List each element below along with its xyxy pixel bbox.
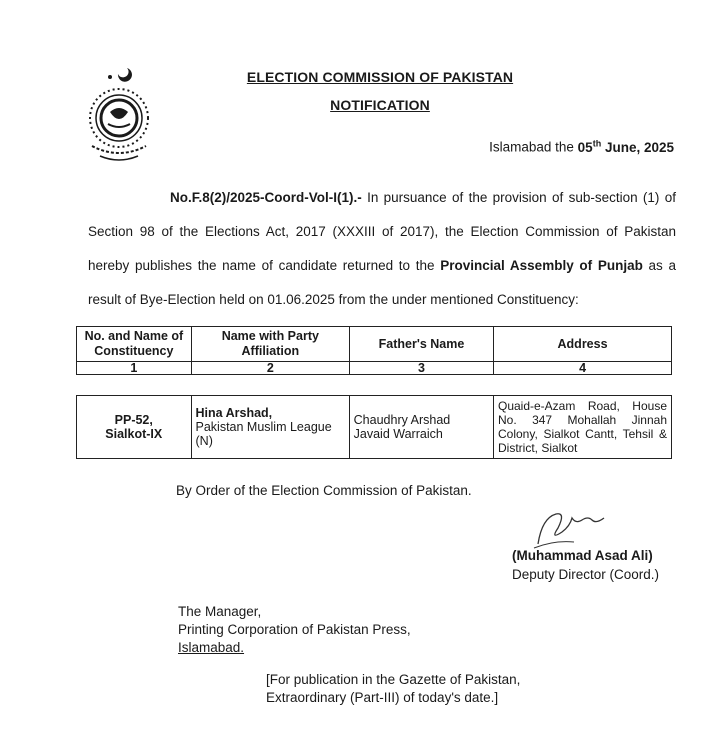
cell-address: Quaid-e-Azam Road, House No. 347 Mohallah Jinnah Colony, Sialkot Cantt, Tehsil & District, Sialkot — [493, 396, 671, 459]
dateline-day: 05th June, 2025 — [577, 138, 674, 155]
column-number: 1 — [77, 362, 192, 375]
handwritten-signature — [528, 508, 624, 552]
recipient-line-2: Printing Corporation of Pakistan Press, — [178, 622, 411, 637]
recipient-line-1: The Manager, — [178, 604, 262, 619]
cell-father-name: Chaudhry Arshad Javaid Warraich — [349, 396, 493, 459]
header-address: Address — [494, 327, 672, 362]
column-number: 2 — [191, 362, 349, 375]
signatory-name: (Muhammad Asad Ali) — [512, 548, 653, 563]
reference-number: No.F.8(2)/2025-Coord-Vol-I(1).- — [170, 190, 362, 205]
notification-title: NOTIFICATION — [330, 97, 430, 113]
header-name-party: Name with Party Affiliation — [191, 327, 349, 362]
header-constituency: No. and Name of Constituency — [77, 327, 192, 362]
organization-title: ELECTION COMMISSION OF PAKISTAN — [246, 69, 514, 85]
table-row — [77, 396, 672, 459]
body-text-1: In pursuance of the provision of sub-section (1) of Section 98 of the Elections Act, 2017 (XXXIII of 2017), the Election Commission of Pakistan hereby publishes the name of candidate returned to the — [88, 190, 676, 273]
body-text-2: as a result of Bye-Election held on 01.06.2025 from the under mentioned Constituency: — [88, 258, 676, 307]
dateline-place: Islamabad the — [489, 139, 578, 155]
signatory-designation: Deputy Director (Coord.) — [512, 567, 660, 582]
header-father-name: Father's Name — [349, 327, 493, 362]
dateline — [489, 138, 674, 155]
publication-note-2: Extraordinary (Part-III) of today's date.] — [266, 690, 499, 705]
assembly-name: Provincial Assembly of Punjab — [440, 258, 643, 273]
notification-body — [88, 181, 676, 317]
recipient-line-3: Islamabad. — [178, 640, 245, 655]
column-number: 4 — [494, 362, 672, 375]
column-number: 3 — [349, 362, 493, 375]
constituency-table-header — [76, 326, 672, 375]
cell-name-party: Hina Arshad, Pakistan Muslim League (N) — [191, 396, 349, 459]
cell-constituency: PP-52, Sialkot-IX — [77, 396, 192, 459]
publication-note-1: [For publication in the Gazette of Pakistan, — [266, 672, 521, 687]
constituency-table-body — [76, 395, 672, 459]
order-statement: By Order of the Election Commission of Pakistan. — [176, 483, 472, 498]
